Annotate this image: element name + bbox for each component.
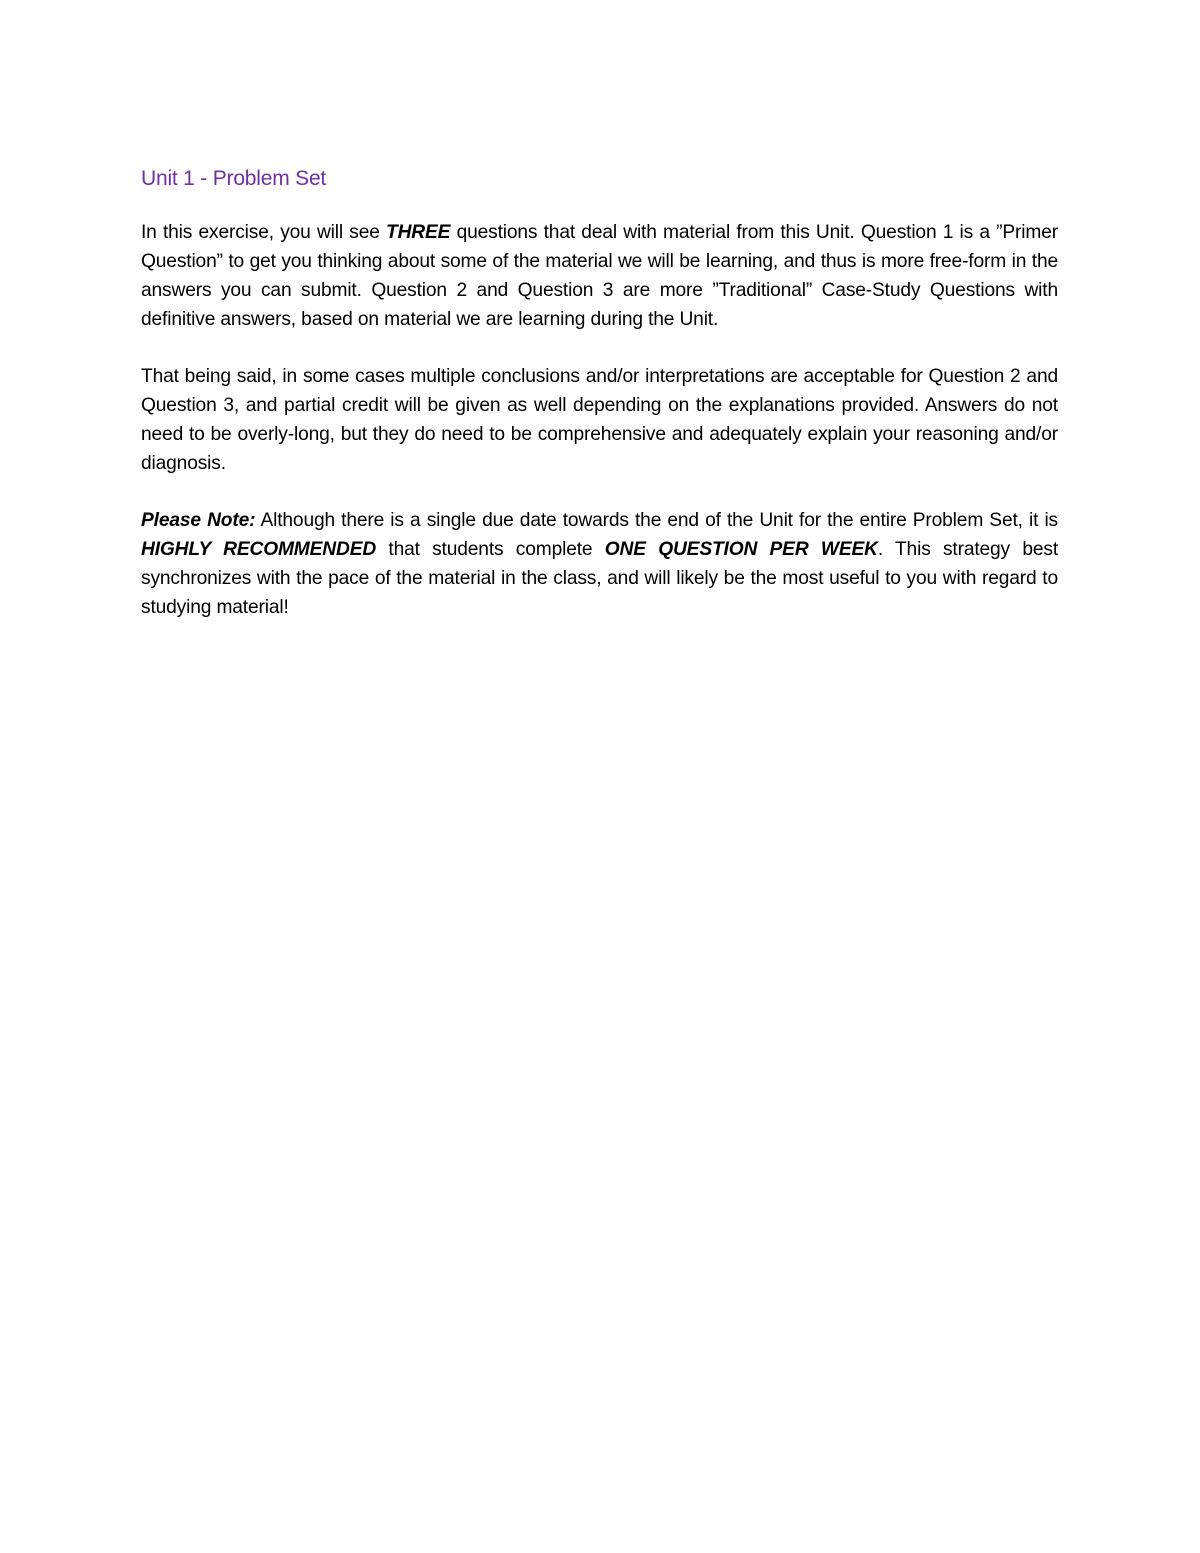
- document-title: Unit 1 - Problem Set: [141, 167, 327, 190]
- highly-recommended-emphasis: HIGHLY RECOMMENDED: [141, 539, 377, 560]
- grading-text: That being said, in some cases multiple conclusions and/or interpretations are acceptable for Question 2 and Question 3, and partial credit will be given as well depending on the explanations provided. Answers do not need to be overly-long, but they do need to be comprehensive and adequately explain your reasoning and/or diagnosis.: [141, 366, 1058, 474]
- three-emphasis: THREE: [386, 222, 451, 243]
- note-paragraph: [141, 506, 1058, 622]
- please-note-label: Please Note:: [141, 510, 256, 531]
- document-page: [141, 162, 1058, 650]
- note-text-end: . This strategy best synchronizes with the pace of the material in the class, and will likely be the most useful to you with regard to studying material!: [141, 539, 1058, 618]
- intro-text-rest: questions that deal with material from this Unit. Question 1 is a ”Primer Question” to get you thinking about some of the material we will be learning, and thus is more free-form in the answers you can submit. Question 2 and Question 3 are more ”Traditional” Case-Study Questions with definitive answers, based on material we are learning during the Unit.: [141, 222, 1058, 330]
- intro-text-start: In this exercise, you will see: [141, 222, 387, 243]
- note-text-start: Although there is a single due date towards the end of the Unit for the entire Problem Set, it is: [255, 510, 1059, 531]
- intro-paragraph: [141, 218, 1058, 334]
- note-text-middle: that students complete: [376, 539, 605, 560]
- one-question-per-week-emphasis: ONE QUESTION PER WEEK: [604, 539, 878, 560]
- grading-paragraph: [141, 362, 1058, 478]
